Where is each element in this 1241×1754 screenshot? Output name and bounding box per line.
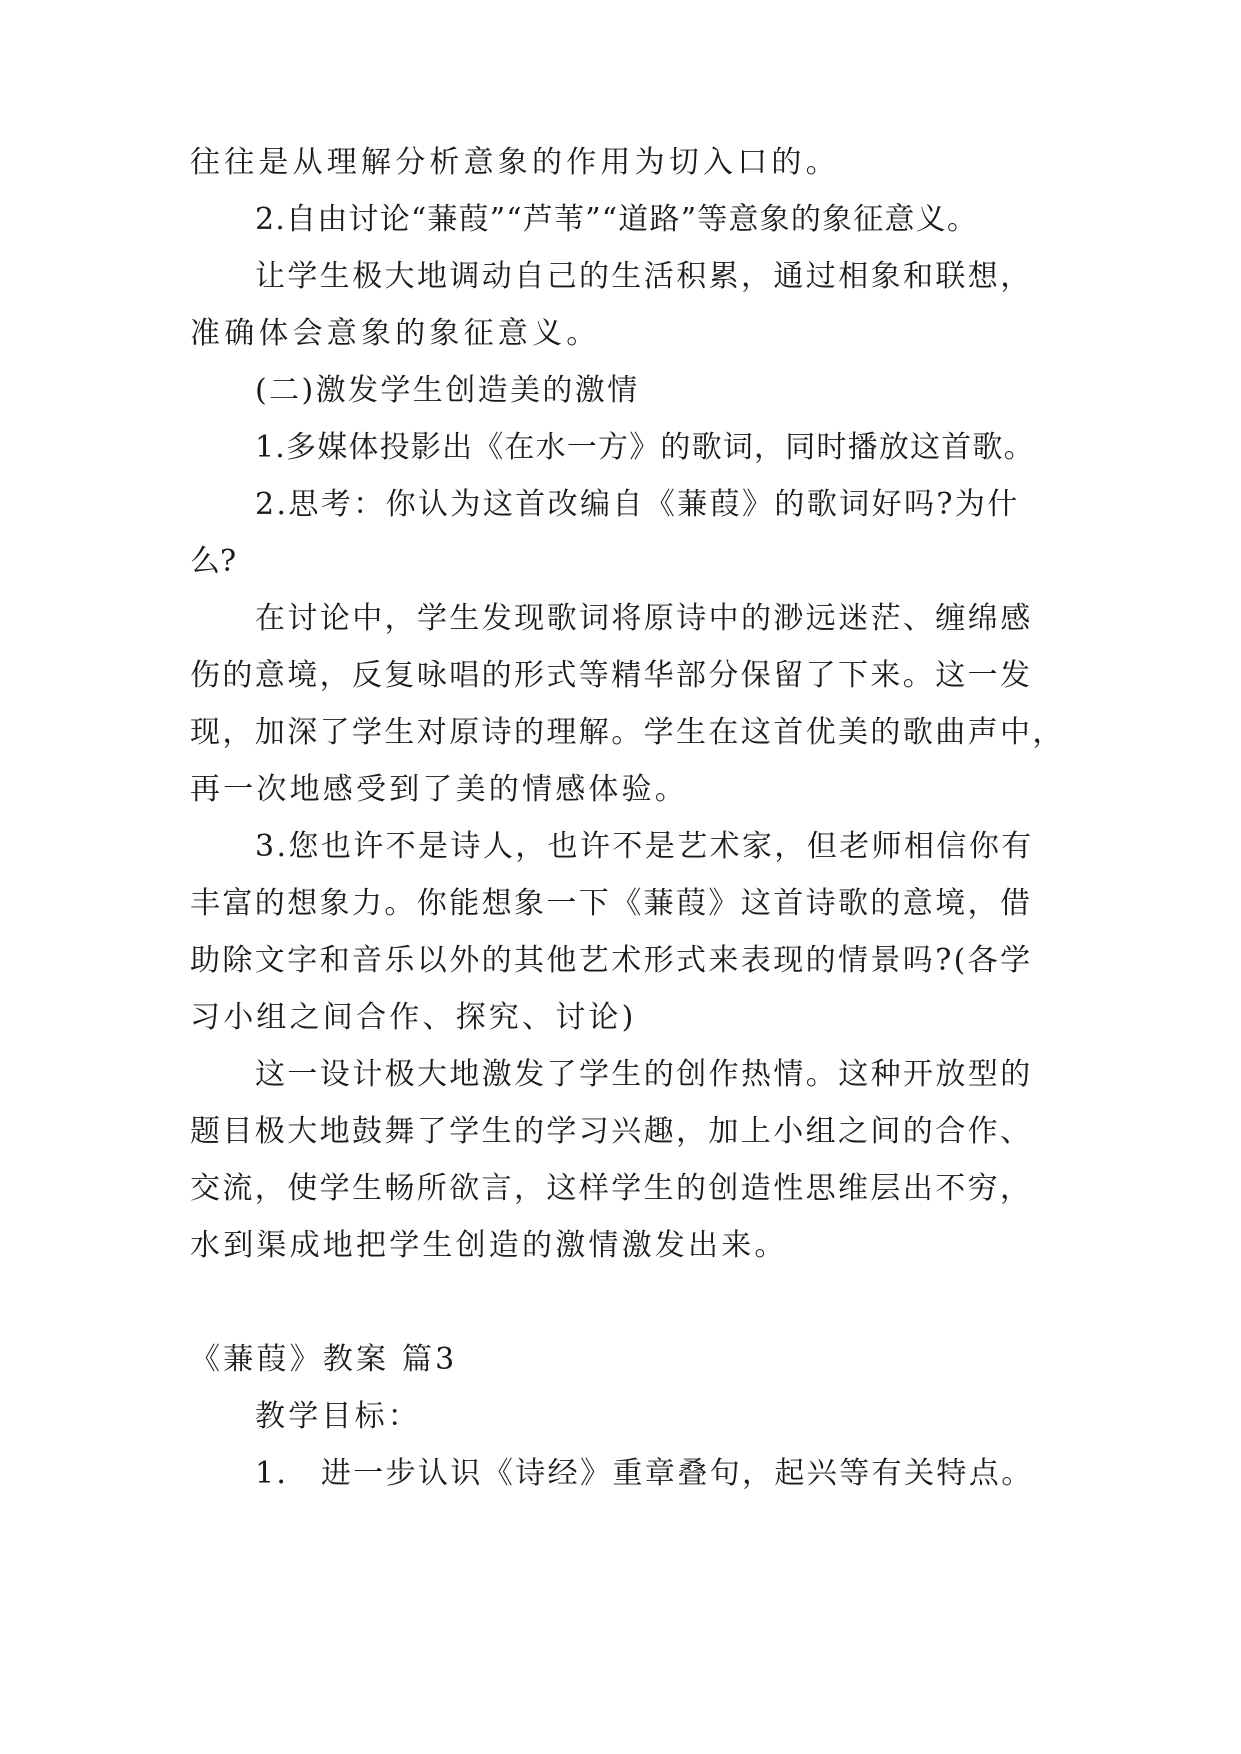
paragraph-line: 1.多媒体投影出《在水一方》的歌词，同时播放这首歌。: [255, 430, 1035, 465]
paragraph-line: 准确体会意象的象征意义。: [190, 316, 601, 351]
paragraph-line: 么?: [190, 544, 237, 579]
paragraph-line: 助除文字和音乐以外的其他艺术形式来表现的情景吗?(各学: [190, 943, 1033, 978]
paragraph-line: 水到渠成地把学生创造的激情激发出来。: [190, 1228, 788, 1263]
paragraph-line: 再一次地感受到了美的情感体验。: [190, 772, 688, 807]
paragraph-line: 在讨论中，学生发现歌词将原诗中的渺远迷茫、缠绵感: [255, 601, 1033, 636]
paragraph-line: 题目极大地鼓舞了学生的学习兴趣，加上小组之间的合作、: [190, 1114, 1033, 1149]
section-heading: (二)激发学生创造美的激情: [255, 373, 640, 408]
paragraph-line: 交流，使学生畅所欲言，这样学生的创造性思维层出不穷，: [190, 1171, 1033, 1206]
paragraph-line: 往往是从理解分析意象的作用为切入口的。: [190, 145, 840, 180]
paragraph-line: 习小组之间合作、探究、讨论): [190, 1000, 637, 1035]
subsection-heading: 教学目标：: [255, 1399, 421, 1434]
paragraph-line: 这一设计极大地激发了学生的创作热情。这种开放型的: [255, 1057, 1033, 1092]
paragraph-line: 2.思考：你认为这首改编自《蒹葭》的歌词好吗?为什: [255, 487, 1020, 522]
paragraph-line: 丰富的想象力。你能想象一下《蒹葭》这首诗歌的意境，借: [190, 886, 1033, 921]
paragraph-line: 伤的意境，反复咏唱的形式等精华部分保留了下来。这一发: [190, 658, 1033, 693]
paragraph-line: 让学生极大地调动自己的生活积累，通过相象和联想，: [255, 259, 1033, 294]
paragraph-line: 现，加深了学生对原诗的理解。学生在这首优美的歌曲声中，: [190, 715, 1065, 750]
paragraph-line: 3.您也许不是诗人，也许不是艺术家，但老师相信你有: [255, 829, 1034, 864]
section-title: 《蒹葭》教案 篇3: [190, 1342, 458, 1377]
paragraph-line: 2.自由讨论“蒹葭”“芦苇”“道路”等意象的象征意义。: [255, 202, 979, 237]
list-item: 1． 进一步认识《诗经》重章叠句，起兴等有关特点。: [255, 1456, 1034, 1491]
